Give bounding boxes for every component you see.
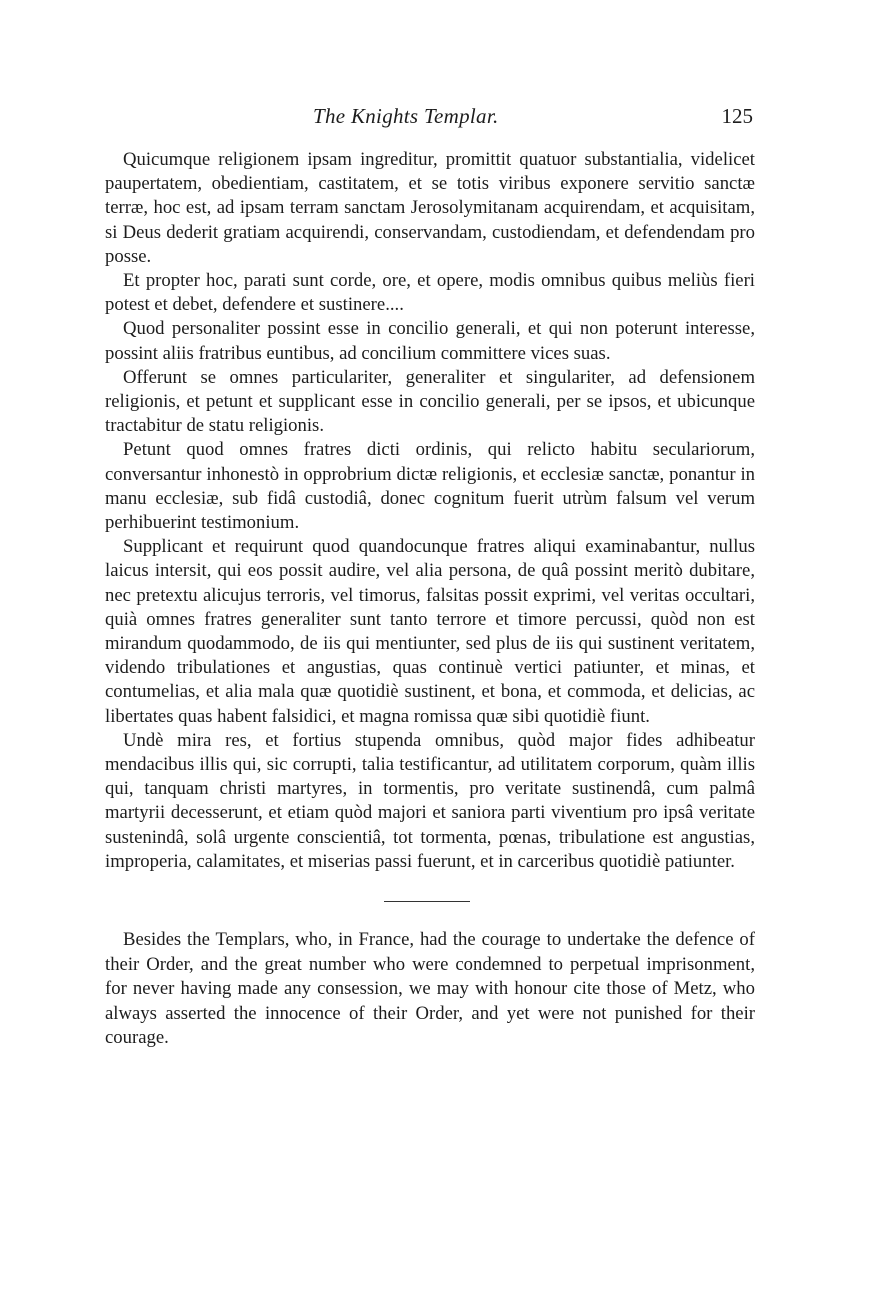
- book-page: [105, 100, 755, 1051]
- paragraph: Undè mira res, et fortius stupenda omnibus, quòd major fides adhibeatur mendacibus illis qui, sic corrupti, talia testificantur, ad utilitatem corporum, quàm illis qui, tanquam christi martyres, in tormentis, pro veritate sustinendâ, cum palmâ martyrii decesserunt, et etiam quòd majori et saniora parti viventium pro ipsâ veritate sustenindâ, solâ urgente conscientiâ, tot tormenta, pœnas, tribulatione est angustias, improperia, calamitates, et miserias passi fuerunt, et in carceribus quotidiè patiunter.: [105, 729, 755, 872]
- paragraph: Quicumque religionem ipsam ingreditur, promittit quatuor substantialia, videlicet paupertatem, obedientiam, castitatem, et se totis viribus exponere servitio sanctæ terræ, hoc est, ad ipsam terram sanctam Jerosolymitanam acquirendam, et acquisitam, si Deus dederit gratiam acquirendi, conservandam, custodiendam, et defendendam pro posse.: [105, 149, 755, 267]
- running-title: The Knights Templar.: [313, 104, 499, 128]
- paragraph: Besides the Templars, who, in France, had the courage to undertake the defence of their Order, and the great number who were condemned to perpetual imprisonment, for never having made any consession, we may with honour cite those of Metz, who always asserted the innocence of their Order, and yet were not punished for their courage.: [105, 929, 755, 1049]
- paragraph: Offerunt se omnes particulariter, generaliter et singulariter, ad defensionem religionis, et petunt et supplicant esse in concilio generali, per se ipsos, et ubicunque tractabitur de statu religionis.: [105, 366, 755, 437]
- page-number: 125: [721, 104, 753, 128]
- paragraph: Supplicant et requirunt quod quandocunque fratres aliqui examinabantur, nullus laicus intersit, qui eos possit audire, vel alia persona, de quâ possint meritò dubitare, nec pretextu alicujus terroris, vel timorus, falsitas possit exprimi, vel veritas occultari, quià omnes fratres generaliter sunt tanto terrore et timore percussi, quòd non est mirandum quodammodo, de iis qui mentiunter, sed plus de iis qui sustinent veritatem, videndo tribulationes et angustias, quas continuè vertici patiunter, et minas, et contumelias, et alia mala quæ quotidiè sustinent, et bona, et commoda, et delicias, ac libertates quas habent falsidici, et magna romissa quæ sibi quotidiè fiunt.: [105, 536, 755, 727]
- section-divider: [384, 901, 470, 902]
- english-text-block: [105, 928, 755, 1051]
- page-header: [105, 100, 755, 140]
- paragraph: Quod personaliter possint esse in concilio generali, et qui non poterunt interesse, possint aliis fratribus euntibus, ad concilium committere vices suas.: [105, 318, 755, 364]
- paragraph: Et propter hoc, parati sunt corde, ore, et opere, modis omnibus quibus meliùs fieri potest et debet, defendere et sustinere....: [105, 270, 755, 316]
- paragraph: Petunt quod omnes fratres dicti ordinis, qui relicto habitu seculariorum, conversantur inhonestò in opprobrium dictæ religionis, et ecclesiæ sanctæ, ponantur in manu ecclesiæ, sub fidâ custodiâ, donec cognitum fuerit utrùm falsum vel verum perhibuerint testimonium.: [105, 439, 755, 534]
- latin-text-block: [105, 148, 755, 874]
